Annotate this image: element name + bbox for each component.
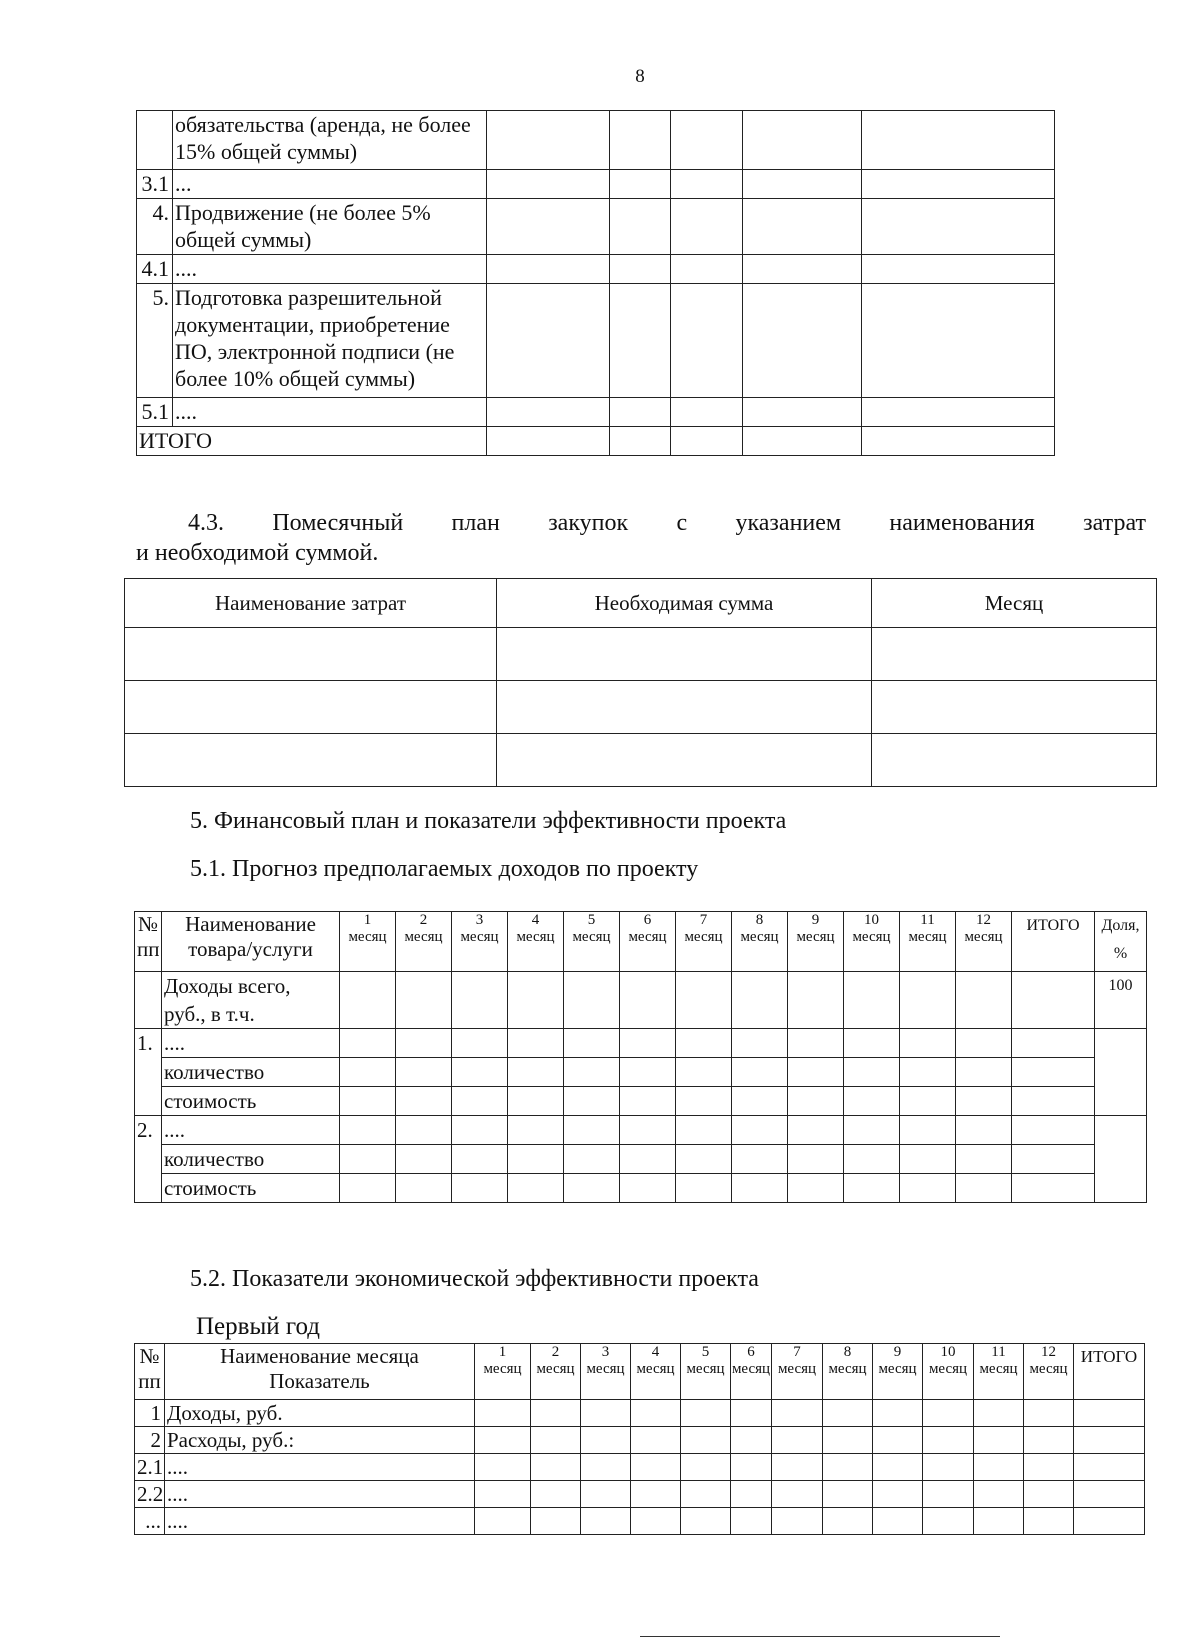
table-row	[137, 284, 1055, 398]
table-row	[137, 255, 1055, 284]
table-row	[135, 1058, 1147, 1087]
indicator-name: Доходы, руб.	[165, 1400, 475, 1427]
table-row	[135, 1508, 1145, 1535]
header-month-6: 6 месяц	[620, 912, 676, 972]
header-indicator	[165, 1344, 475, 1400]
header-month-8: 8 месяц	[732, 912, 788, 972]
section-5-2-title: 5.2. Показатели экономической эффективности проекта	[190, 1266, 759, 1292]
header-month-4: 4 месяц	[631, 1344, 681, 1400]
table-row	[135, 972, 1147, 1029]
indicator-name: ....	[165, 1508, 475, 1535]
row-number: 3.1	[137, 170, 173, 199]
item-name: ....	[162, 1029, 340, 1058]
word: план	[451, 510, 500, 536]
section-4-3-line1	[136, 508, 1146, 538]
header-month-12: 12 месяц	[1024, 1344, 1074, 1400]
header-month-6: 6 месяц	[731, 1344, 772, 1400]
indicator-name: ....	[165, 1454, 475, 1481]
header-month-5: 5 месяц	[564, 912, 620, 972]
header-month-7: 7 месяц	[676, 912, 732, 972]
header-month-4: 4 месяц	[508, 912, 564, 972]
header-month-3: 3 месяц	[452, 912, 508, 972]
total-label: ИТОГО	[137, 427, 487, 456]
header-share: Доля, %	[1095, 912, 1147, 972]
header-month-3: 3 месяц	[581, 1344, 631, 1400]
word: закупок	[548, 510, 629, 536]
table-header-row	[135, 1344, 1145, 1400]
table-row	[137, 398, 1055, 427]
table-row	[137, 111, 1055, 170]
header-total: ИТОГО	[1074, 1344, 1145, 1400]
expense-name: ...	[173, 170, 487, 199]
first-year-label: Первый год	[196, 1313, 321, 1340]
header-month-9: 9 месяц	[788, 912, 844, 972]
table-row	[135, 1145, 1147, 1174]
income-forecast-table	[134, 911, 1147, 1203]
section-5-title: 5. Финансовый план и показатели эффективности проекта	[190, 808, 787, 834]
row-number: 2	[135, 1427, 165, 1454]
expense-name: обязательства (аренда, не более 15% общей суммы)	[173, 111, 487, 170]
word: указанием	[735, 510, 842, 536]
table-row	[135, 1087, 1147, 1116]
row-number: 4.	[137, 199, 173, 255]
header-cost-name: Наименование затрат	[125, 579, 497, 628]
row-number: 4.1	[137, 255, 173, 284]
expense-name: Продвижение (не более 5% общей суммы)	[173, 199, 487, 255]
word: Помесячный	[272, 510, 404, 536]
table-row	[135, 1454, 1145, 1481]
table-row	[137, 427, 1055, 456]
header-month-7: 7 месяц	[772, 1344, 823, 1400]
header-month-2: 2 месяц	[531, 1344, 581, 1400]
row-number: 1.	[135, 1029, 162, 1116]
header-month-5: 5 месяц	[681, 1344, 731, 1400]
item-name: ....	[162, 1116, 340, 1145]
row-number	[137, 111, 173, 170]
indicator-name: Расходы, руб.:	[165, 1427, 475, 1454]
header-product-name: Наименование товара/услуги	[162, 912, 340, 972]
purchase-plan-table	[124, 578, 1157, 787]
header-month-1: 1 месяц	[340, 912, 396, 972]
header-no: № пп	[135, 912, 162, 972]
section-4-3-text	[136, 508, 1146, 568]
table-row	[135, 1029, 1147, 1058]
table-header-row	[135, 912, 1147, 972]
expense-table	[136, 110, 1055, 456]
item-quantity-label: количество	[162, 1145, 340, 1174]
row-number: 2.	[135, 1116, 162, 1203]
expense-name: Подготовка разрешительной документации, приобретение ПО, электронной подписи (не более 10% общей суммы)	[173, 284, 487, 398]
total-income-label: Доходы всего, руб., в т.ч.	[162, 972, 340, 1029]
header-month-10: 10 месяц	[844, 912, 900, 972]
row-number: 2.2	[135, 1481, 165, 1508]
item-cost-label: стоимость	[162, 1087, 340, 1116]
header-indicator-name: Показатель	[269, 1369, 370, 1393]
table-row	[135, 1174, 1147, 1203]
header-required-sum: Необходимая сумма	[497, 579, 872, 628]
table-row	[125, 734, 1157, 787]
row-number: 2.1	[135, 1454, 165, 1481]
indicator-name: ....	[165, 1481, 475, 1508]
table-row	[137, 199, 1055, 255]
header-month-9: 9 месяц	[873, 1344, 923, 1400]
word: наименования	[889, 510, 1035, 536]
row-number: 5.	[137, 284, 173, 398]
table-row	[135, 1400, 1145, 1427]
table-row	[125, 628, 1157, 681]
row-number: ...	[135, 1508, 165, 1535]
word: с	[676, 510, 688, 536]
header-month: Месяц	[872, 579, 1157, 628]
header-total: ИТОГО	[1012, 912, 1095, 972]
header-month-10: 10 месяц	[923, 1344, 974, 1400]
table-row	[125, 681, 1157, 734]
row-number: 1	[135, 1400, 165, 1427]
header-month-12: 12 месяц	[956, 912, 1012, 972]
section-4-3-line2: и необходимой суммой.	[136, 540, 379, 566]
total-share-value: 100	[1095, 972, 1147, 1029]
page-number: 8	[635, 66, 645, 87]
table-header-row	[125, 579, 1157, 628]
table-row	[135, 1116, 1147, 1145]
table-row	[137, 170, 1055, 199]
row-number: 5.1	[137, 398, 173, 427]
section-5-1-title: 5.1. Прогноз предполагаемых доходов по проекту	[190, 856, 699, 882]
word: 4.3.	[188, 510, 224, 536]
header-month-8: 8 месяц	[823, 1344, 873, 1400]
header-month-2: 2 месяц	[396, 912, 452, 972]
header-month-name: Наименование месяца	[220, 1344, 419, 1368]
header-month-1: 1 месяц	[475, 1344, 531, 1400]
header-month-11: 11 месяц	[974, 1344, 1024, 1400]
table-row	[135, 1481, 1145, 1508]
header-no: № пп	[135, 1344, 165, 1400]
expense-name: ....	[173, 255, 487, 284]
expense-name: ....	[173, 398, 487, 427]
header-month-11: 11 месяц	[900, 912, 956, 972]
footer-rule	[640, 1636, 1000, 1637]
item-cost-label: стоимость	[162, 1174, 340, 1203]
item-quantity-label: количество	[162, 1058, 340, 1087]
word: затрат	[1083, 510, 1146, 536]
table-row	[135, 1427, 1145, 1454]
efficiency-table	[134, 1343, 1145, 1535]
